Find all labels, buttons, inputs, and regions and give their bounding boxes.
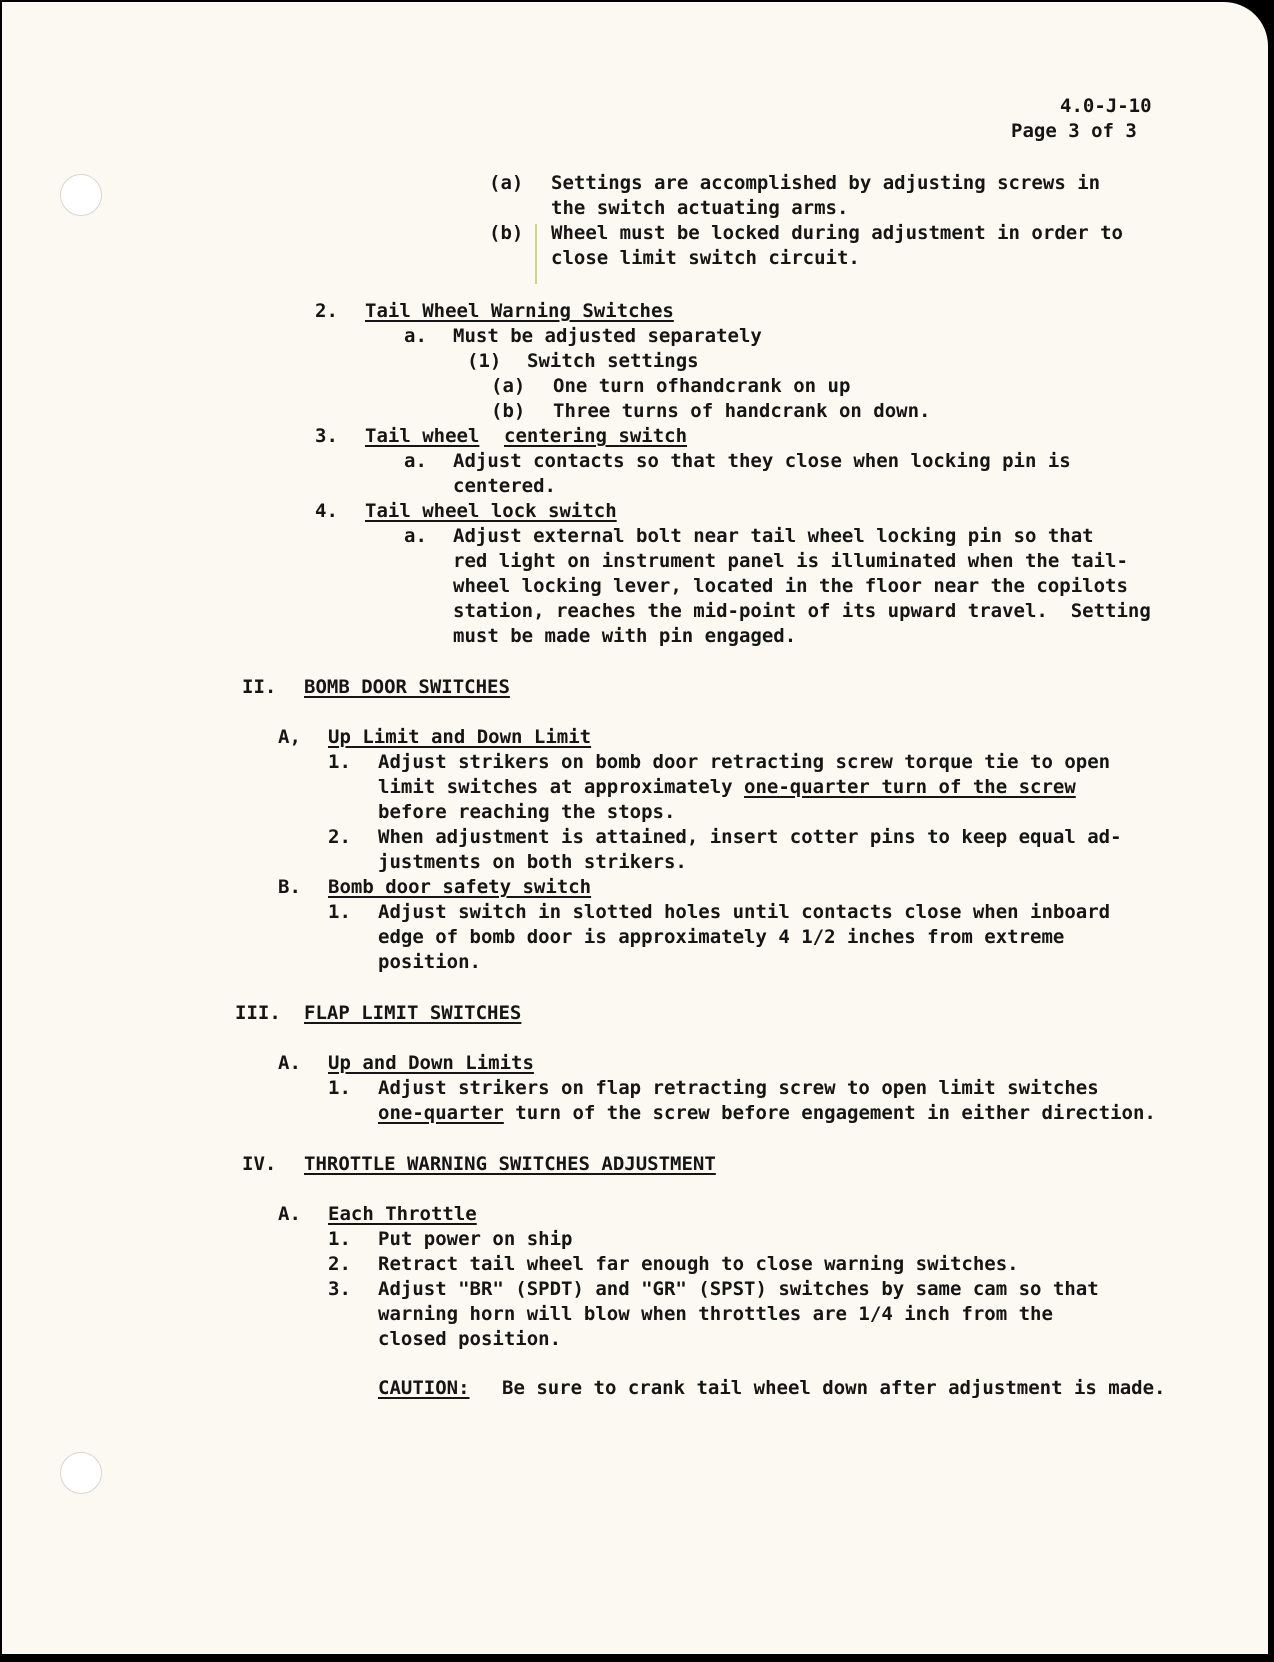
section-number: IV. xyxy=(242,1153,277,1175)
item-text: One turn ofhandcrank on up xyxy=(553,375,851,397)
item-label: a. xyxy=(404,525,427,547)
item-label: (a) xyxy=(489,172,524,194)
step-text: position. xyxy=(378,951,481,973)
item-label: (a) xyxy=(491,375,526,397)
step-number: 3. xyxy=(328,1278,351,1300)
step-number: 1. xyxy=(328,751,351,773)
item-heading: Tail Wheel Warning Switches xyxy=(365,300,674,322)
item-text: close limit switch circuit. xyxy=(551,247,860,269)
item-text: Adjust external bolt near tail wheel locking pin so that xyxy=(453,525,1094,547)
binder-hole-top xyxy=(60,174,102,216)
step-text: When adjustment is attained, insert cotter pins to keep equal ad- xyxy=(378,826,1122,848)
caution-label: CAUTION: xyxy=(378,1377,470,1399)
item-text: Must be adjusted separately xyxy=(453,325,762,347)
step-number: 2. xyxy=(328,1253,351,1275)
item-text: red light on instrument panel is illuminated when the tail- xyxy=(453,550,1128,572)
page-number: Page 3 of 3 xyxy=(1011,120,1137,142)
step-number: 1. xyxy=(328,1228,351,1250)
step-text-part: limit switches at approximately xyxy=(378,776,745,798)
step-number: 1. xyxy=(328,1077,351,1099)
step-text: Adjust strikers on bomb door retracting screw torque tie to open xyxy=(378,751,1111,773)
step-text xyxy=(378,1101,1156,1126)
item-number: 3. xyxy=(315,425,338,447)
subsection-heading: Each Throttle xyxy=(328,1203,477,1225)
section-heading: BOMB DOOR SWITCHES xyxy=(304,676,510,698)
step-number: 2. xyxy=(328,826,351,848)
step-text: Adjust strikers on flap retracting screw to open limit switches xyxy=(378,1077,1099,1099)
section-heading: THROTTLE WARNING SWITCHES ADJUSTMENT xyxy=(304,1153,716,1175)
step-text xyxy=(378,775,1076,800)
caution-text: Be sure to crank tail wheel down after adjustment is made. xyxy=(502,1377,1166,1399)
step-text: Adjust "BR" (SPDT) and "GR" (SPST) switches by same cam so that xyxy=(378,1278,1099,1300)
step-text: Retract tail wheel far enough to close warning switches. xyxy=(378,1253,1019,1275)
section-heading: FLAP LIMIT SWITCHES xyxy=(304,1002,522,1024)
item-number: 2. xyxy=(315,300,338,322)
subsection-label: B. xyxy=(278,876,301,898)
item-text: Switch settings xyxy=(527,350,699,372)
item-label: a. xyxy=(404,325,427,347)
subsection-heading: Up Limit and Down Limit xyxy=(328,726,592,748)
document-page xyxy=(2,2,1268,1654)
margin-pencil-mark xyxy=(535,224,537,284)
subsection-label: A, xyxy=(278,726,301,748)
item-text: Three turns of handcrank on down. xyxy=(553,400,931,422)
section-number: III. xyxy=(235,1002,281,1024)
step-text: Put power on ship xyxy=(378,1228,573,1250)
step-text: edge of bomb door is approximately 4 1/2 inches from extreme xyxy=(378,926,1065,948)
step-text: closed position. xyxy=(378,1328,562,1350)
step-text-emphasis: one-quarter xyxy=(378,1102,504,1124)
item-text: Wheel must be locked during adjustment in order to xyxy=(551,222,1123,244)
step-text: warning horn will blow when throttles are 1/4 inch from the xyxy=(378,1303,1053,1325)
item-label: (1) xyxy=(467,350,502,372)
subsection-label: A. xyxy=(278,1052,301,1074)
item-text: Settings are accomplished by adjusting screws in xyxy=(551,172,1101,194)
item-text: wheel locking lever, located in the floor near the copilots xyxy=(453,575,1128,597)
step-text: before reaching the stops. xyxy=(378,801,676,823)
item-number: 4. xyxy=(315,500,338,522)
section-number: II. xyxy=(242,676,277,698)
item-heading: Tail wheel lock switch xyxy=(365,500,617,522)
item-text: the switch actuating arms. xyxy=(551,197,849,219)
item-heading: centering switch xyxy=(504,425,688,447)
subsection-heading: Up and Down Limits xyxy=(328,1052,534,1074)
item-label: (b) xyxy=(491,400,526,422)
doc-number: 4.0-J-10 xyxy=(1060,95,1152,117)
item-text: Adjust contacts so that they close when locking pin is xyxy=(453,450,1071,472)
step-number: 1. xyxy=(328,901,351,923)
step-text-emphasis: one-quarter turn of the screw xyxy=(744,776,1076,798)
item-text: centered. xyxy=(453,475,556,497)
item-text: station, reaches the mid-point of its upward travel. Setting xyxy=(453,600,1151,622)
step-text: justments on both strikers. xyxy=(378,851,687,873)
item-text: must be made with pin engaged. xyxy=(453,625,797,647)
item-label: a. xyxy=(404,450,427,472)
step-text: Adjust switch in slotted holes until contacts close when inboard xyxy=(378,901,1111,923)
item-label: (b) xyxy=(489,222,524,244)
binder-hole-bottom xyxy=(60,1452,102,1494)
subsection-heading: Bomb door safety switch xyxy=(328,876,592,898)
step-text-part: turn of the screw before engagement in either direction. xyxy=(503,1102,1156,1124)
subsection-label: A. xyxy=(278,1203,301,1225)
item-heading: Tail wheel xyxy=(365,425,480,447)
